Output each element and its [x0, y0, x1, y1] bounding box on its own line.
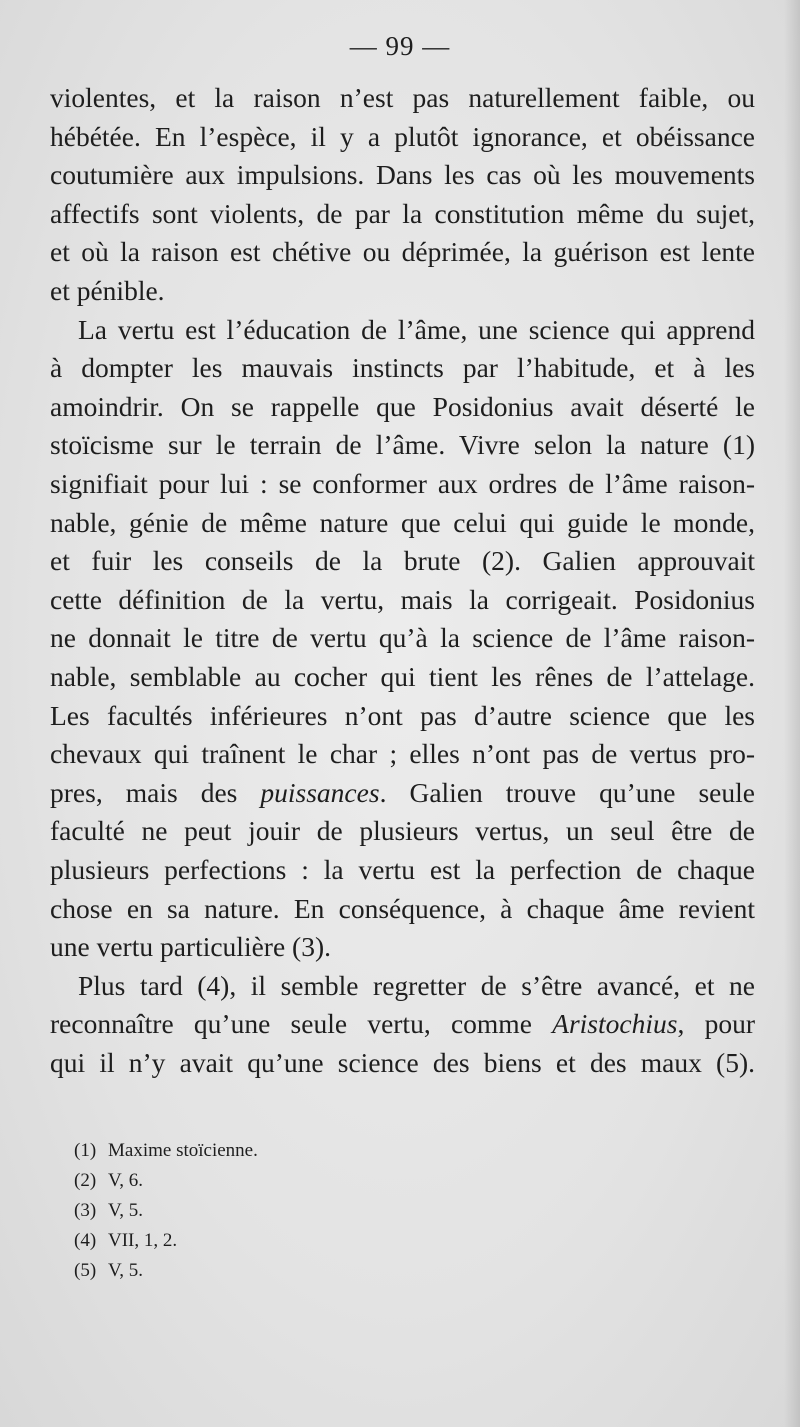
- footnote: [74, 1166, 143, 1196]
- text-line: affectifs sont violents, de par la constitution même du sujet,: [50, 197, 755, 229]
- text-line: nable, semblable au cocher qui tient les rênes de l’attelage.: [50, 661, 755, 692]
- page-edge-shadow: [784, 0, 800, 1427]
- footnote-text: V, 6.: [108, 1170, 144, 1191]
- text-segment: reconnaître qu’une seule vertu, comme: [50, 1008, 553, 1040]
- text-line: et pénible.: [50, 275, 165, 306]
- text-line: signifiait pour lui : se conformer aux ordres de l’âme raison-: [50, 468, 755, 499]
- footnote: [74, 1196, 143, 1226]
- footnote-marker: (4): [74, 1230, 97, 1251]
- text-line: et où la raison est chétive ou déprimée, la guérison est lente: [50, 236, 755, 268]
- text-line: La vertu est l’éducation de l’âme, une science qui apprend: [78, 313, 755, 345]
- text-segment: . Galien trouve qu’une seule: [379, 776, 755, 808]
- text-line: chose en sa nature. En conséquence, à chaque âme revient: [50, 892, 755, 924]
- text-line: stoïcisme sur le terrain de l’âme. Vivre selon la nature (1): [50, 429, 755, 461]
- text-line: hébétée. En l’espèce, il y a plutôt ignorance, et obéissance: [50, 120, 755, 152]
- text-line: Les facultés inférieures n’ont pas d’autre science que les: [50, 699, 755, 731]
- footnote: [74, 1136, 258, 1166]
- text-segment: , pour: [677, 1008, 755, 1040]
- text-line: qui il n’y avait qu’une science des biens et des maux (5).: [50, 1047, 755, 1078]
- footnote: [74, 1226, 177, 1256]
- italic-term: puissances: [260, 776, 380, 808]
- footnote-text: V, 5.: [108, 1200, 144, 1221]
- text-line: une vertu particulière (3).: [50, 931, 331, 963]
- text-line: cette définition de la vertu, mais la corrigeait. Posidonius: [50, 583, 755, 615]
- text-line: faculté ne peut jouir de plusieurs vertus, un seul être de: [50, 815, 755, 847]
- page-number: — 99 —: [349, 31, 451, 61]
- italic-term: Aristochius: [552, 1008, 678, 1040]
- footnote-marker: (1): [74, 1140, 97, 1161]
- footnote-text: VII, 1, 2.: [108, 1230, 178, 1251]
- footnote-text: V, 5.: [108, 1260, 144, 1281]
- text-line: [50, 1004, 755, 1044]
- text-line: [50, 773, 755, 813]
- footnote-text: Maxime stoïcienne.: [108, 1140, 258, 1161]
- text-line: Plus tard (4), il semble regretter de s’être avancé, et ne: [78, 969, 755, 1001]
- text-segment: pres, mais des: [50, 776, 261, 808]
- footnote: [74, 1256, 143, 1286]
- text-line: plusieurs perfections : la vertu est la perfection de chaque: [50, 854, 755, 885]
- footnote-marker: (2): [74, 1170, 97, 1191]
- text-line: amoindrir. On se rappelle que Posidonius avait déserté le: [50, 390, 755, 422]
- text-line: nable, génie de même nature que celui qui guide le monde,: [50, 506, 755, 538]
- text-line: violentes, et la raison n’est pas naturellement faible, ou: [50, 82, 755, 113]
- text-line: coutumière aux impulsions. Dans les cas où les mouvements: [50, 159, 755, 191]
- footnote-marker: (5): [74, 1260, 97, 1281]
- text-line: et fuir les conseils de la brute (2). Galien approuvait: [50, 545, 755, 577]
- text-line: à dompter les mauvais instincts par l’habitude, et à les: [50, 352, 755, 384]
- text-line: ne donnait le titre de vertu qu’à la science de l’âme raison-: [50, 622, 755, 654]
- text-line: chevaux qui traînent le char ; elles n’ont pas de vertus pro-: [50, 738, 755, 770]
- footnote-marker: (3): [74, 1200, 97, 1221]
